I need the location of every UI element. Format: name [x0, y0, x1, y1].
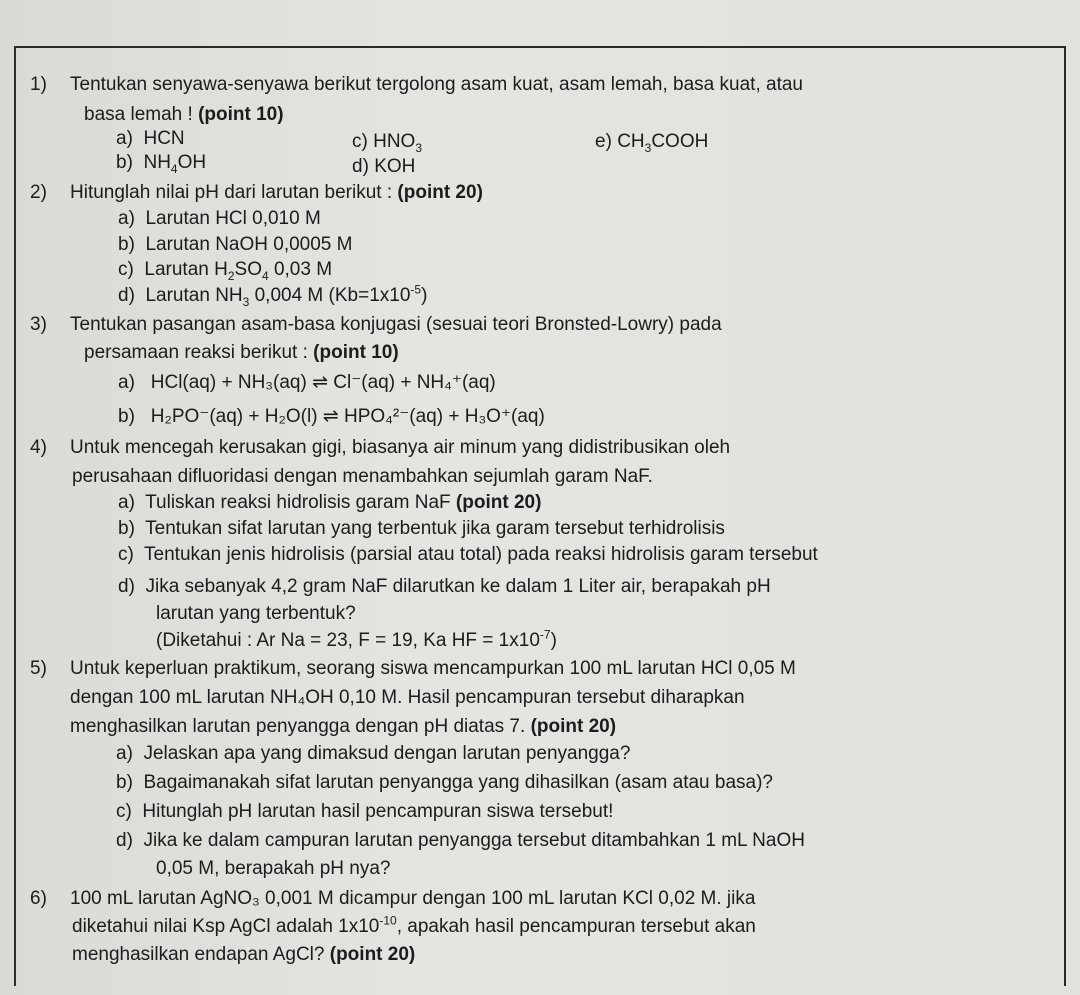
q4-line2: perusahaan difluoridasi dengan menambahkan sejumlah garam NaF. [72, 466, 653, 487]
q6-point: (point 20) [329, 944, 416, 965]
q3-reaction-a: a) HCl(aq) + NH₃(aq) ⇌ Cl⁻(aq) + NH₄⁺(aq) [118, 372, 496, 393]
q5-option-b: b) Bagaimanakah sifat larutan penyangga yang dihasilkan (asam atau basa)? [116, 772, 773, 793]
q2-option-c: c) Larutan $H_2SO_4$ 0,03 M [118, 259, 333, 283]
q4-option-a: a) Tuliskan reaksi hidrolisis garam NaF (point 20) [118, 492, 542, 513]
q5-line3: menghasilkan larutan penyangga dengan pH diatas 7. (point 20) [70, 716, 617, 737]
q5-line2: dengan 100 mL larutan NH₄OH 0,10 M. Hasil pencampuran tersebut diharapkan [70, 687, 745, 708]
q6-line1: 6) 100 mL larutan AgNO₃ 0,001 M dicampur dengan 100 mL larutan KCl 0,02 M. jika [30, 888, 756, 909]
q4-point: (point 20) [455, 492, 542, 513]
q4-option-d: d) Jika sebanyak 4,2 gram NaF dilarutkan ke dalam 1 Liter air, berapakah pH [118, 576, 771, 597]
q2-option-a: a) Larutan HCl 0,010 M [118, 208, 321, 229]
q3-line1: 3) Tentukan pasangan asam-basa konjugasi (sesuai teori Bronsted-Lowry) pada [30, 314, 722, 335]
q1-point: (point 10) [198, 104, 284, 125]
q1-line1: 1) Tentukan senyawa-senyawa berikut tergolong asam kuat, asam lemah, basa kuat, atau [30, 74, 803, 95]
q4-line1: 4) Untuk mencegah kerusakan gigi, biasanya air minum yang didistribusikan oleh [30, 437, 731, 458]
q3-reaction-b: b) H₂PO⁻(aq) + H₂O(l) ⇌ HPO₄²⁻(aq) + H₃O⁺(aq) [118, 406, 545, 427]
q3-point: (point 10) [313, 342, 399, 363]
q6-line2: diketahui nilai Ksp AgCl adalah $1x10^{-10}$, apakah hasil pencampuran tersebut akan [72, 913, 756, 937]
q1-option-d: d) KOH [352, 156, 416, 177]
q1-option-b: b) $NH_4OH$ [116, 152, 207, 176]
q2-option-b: b) Larutan NaOH 0,0005 M [118, 234, 353, 255]
q5-line1: 5) Untuk keperluan praktikum, seorang siswa mencampurkan 100 mL larutan HCl 0,05 M [30, 658, 796, 679]
q1-option-a: a) HCN [116, 128, 185, 149]
q4-option-b: b) Tentukan sifat larutan yang terbentuk jika garam tersebut terhidrolisis [118, 518, 725, 539]
q5-option-c: c) Hitunglah pH larutan hasil pencampuran siswa tersebut! [116, 801, 614, 822]
q4-given-data: (Diketahui : Ar Na = 23, F = 19, Ka HF = $1x10^{-7}$) [156, 627, 557, 651]
q6-line3: menghasilkan endapan AgCl? (point 20) [72, 944, 416, 965]
q2-line1: 2) Hitunglah nilai pH dari larutan berikut : (point 20) [30, 182, 483, 203]
q1-option-c: c) $HNO_3$ [352, 131, 423, 155]
q2-point: (point 20) [397, 182, 483, 203]
q5-option-a: a) Jelaskan apa yang dimaksud dengan larutan penyangga? [116, 743, 631, 764]
q4-option-c: c) Tentukan jenis hidrolisis (parsial atau total) pada reaksi hidrolisis garam tersebut [118, 544, 818, 565]
q5-option-d: d) Jika ke dalam campuran larutan penyangga tersebut ditambahkan 1 mL NaOH [116, 830, 805, 851]
q4-option-d-line2: larutan yang terbentuk? [156, 603, 356, 624]
q3-line2: persamaan reaksi berikut : (point 10) [84, 342, 399, 363]
q2-option-d: d) Larutan $NH_3$ 0,004 M $(Kb=1x10^{-5})$ [118, 282, 428, 309]
q1-line2: basa lemah ! (point 10) [84, 104, 284, 125]
q5-point: (point 20) [530, 716, 617, 737]
q1-option-e: e) $CH_3COOH$ [595, 131, 709, 155]
q5-option-d-line2: 0,05 M, berapakah pH nya? [156, 858, 391, 879]
